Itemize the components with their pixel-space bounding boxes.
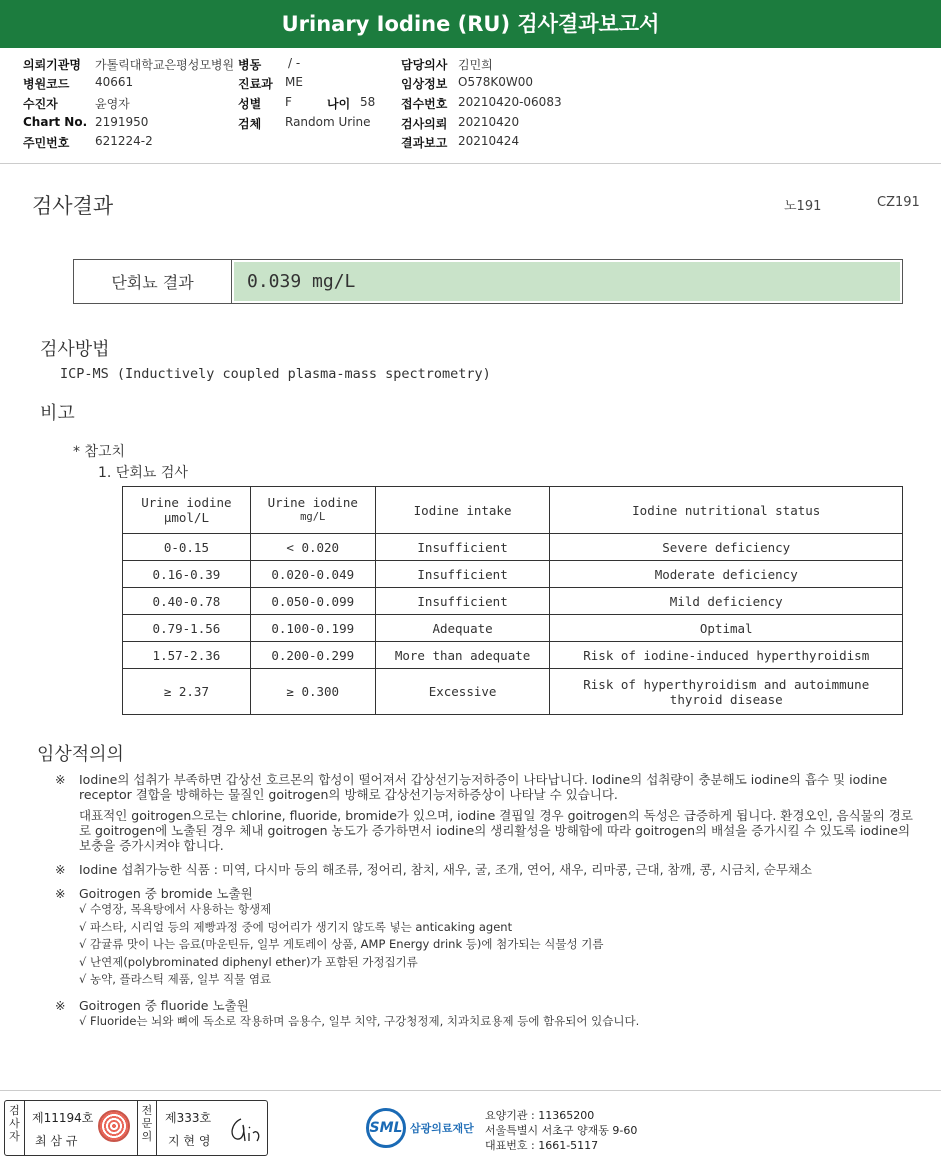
age-label: 나이 bbox=[327, 97, 351, 111]
clinical-info-label: 임상정보 bbox=[401, 77, 448, 91]
sml-logo bbox=[366, 1108, 474, 1148]
patient-label: 수진자 bbox=[23, 97, 58, 111]
remarks-heading: 비고 bbox=[40, 403, 75, 424]
note-iodine-foods: ※ Iodine 섭취가능한 식품 : 미역, 다시마 등의 해조류, 정어리, 참치, 새우, 굴, 조개, 연어, 새우, 리마콩, 근대, 참깨, 콩, 시금치, 순무채소 bbox=[55, 862, 813, 877]
table-cell: 0.40-0.78 bbox=[123, 588, 251, 615]
chart-no-label: Chart No. bbox=[23, 115, 88, 129]
table-cell: 0.79-1.56 bbox=[123, 615, 251, 642]
hospital-label: 의뢰기관명 bbox=[23, 58, 81, 72]
request-date-value: 20210420 bbox=[458, 115, 520, 129]
receipt-no-label: 접수번호 bbox=[401, 97, 448, 111]
logo-mark: SML bbox=[366, 1108, 406, 1148]
clinical-info-value: O578K0W00 bbox=[458, 75, 533, 89]
signature-icon bbox=[227, 1115, 263, 1145]
organization-info bbox=[485, 1108, 637, 1153]
patient-info bbox=[0, 54, 941, 164]
org-address: 서울특별시 서초구 양재동 9-60 bbox=[485, 1124, 638, 1137]
table-cell: 0.200-0.299 bbox=[250, 642, 375, 669]
result-value: 0.039 mg/L bbox=[234, 262, 900, 301]
table-header: Urine iodine mg/L bbox=[250, 487, 375, 534]
table-cell: Risk of iodine-induced hyperthyroidism bbox=[550, 642, 903, 669]
ward-label: 병동 bbox=[238, 58, 262, 72]
department-label: 진료과 bbox=[238, 77, 273, 91]
specialist-license: 제333호 bbox=[165, 1111, 212, 1125]
list-item: √ 농약, 플라스틱 제품, 일부 직물 염료 bbox=[79, 972, 272, 986]
table-cell: Optimal bbox=[550, 615, 903, 642]
hospital-code-value: 40661 bbox=[95, 75, 134, 89]
table-cell: Mild deficiency bbox=[550, 588, 903, 615]
examiner-name: 최 삼 규 bbox=[35, 1134, 78, 1148]
table-cell: 0.050-0.099 bbox=[250, 588, 375, 615]
list-item: √ 난연제(polybrominated diphenyl ether)가 포함된 가정집기류 bbox=[79, 954, 418, 969]
table-cell: Excessive bbox=[375, 669, 550, 715]
table-cell: More than adequate bbox=[375, 642, 550, 669]
signature-stamp bbox=[4, 1100, 268, 1156]
note-iodine-deficiency: ※ Iodine의 섭취가 부족하면 갑상선 호르몬의 합성이 떨어져서 갑상선기능저하증이 나타납니다. Iodine의 섭취량이 충분해도 iodine의 흡수 및 iodine receptor 결합을 방해하는 물질인 goitrogen의 방해로 갑상선기능저하증상이 나타날 수 있습니다. 대표적인 goitrogen으로는 chlorine, fluoride, bromide가 있으며, iodine 결핍일 경우 goitrogen의 독성은 급증하게 됩니다. 환경오인, 음식물의 경로로 goitrogen에 노출된 경우 체내 goitrogen 농도가 증가하면서 iodine의 생리활성을 방해함에 따라 goitrogen의 배설을 증가시킬 수 있도록 iodine의 보충을 증가시켜야 합니다. bbox=[55, 772, 913, 853]
age-value: 58 bbox=[360, 95, 376, 109]
clinical-heading: 임상적의의 bbox=[37, 744, 124, 765]
logo-name: 삼광의료재단 bbox=[410, 1122, 474, 1135]
examiner-label: 검사자 bbox=[5, 1101, 25, 1155]
table-row bbox=[123, 669, 903, 715]
table-cell: Insufficient bbox=[375, 534, 550, 561]
table-header: Iodine intake bbox=[375, 487, 550, 534]
sex-label: 성별 bbox=[238, 97, 262, 111]
table-cell: Insufficient bbox=[375, 561, 550, 588]
ward-value: / - bbox=[288, 56, 301, 70]
table-row bbox=[123, 561, 903, 588]
list-item: √ 파스타, 시리얼 등의 제빵과정 중에 덩어리가 생기지 않도록 넣는 anticaking agent bbox=[79, 919, 513, 934]
list-item: √ 감귤류 맛이 나는 음료(마운틴듀, 일부 게토레이 상품, AMP Energy drink 등)에 첨가되는 식물성 기름 bbox=[79, 937, 604, 951]
test-code: 노191 bbox=[784, 199, 822, 214]
report-date-value: 20210424 bbox=[458, 134, 520, 148]
table-row bbox=[123, 588, 903, 615]
method-text: ICP-MS (Inductively coupled plasma-mass spectrometry) bbox=[60, 366, 491, 382]
table-cell: Moderate deficiency bbox=[550, 561, 903, 588]
specialist-label: 전문의 bbox=[137, 1101, 157, 1155]
chart-no-value: 2191950 bbox=[95, 115, 149, 129]
hospital-value: 가톨릭대학교은평성모병원 bbox=[95, 58, 235, 72]
table-header-row bbox=[123, 487, 903, 534]
specialist-name: 지 현 영 bbox=[168, 1134, 211, 1148]
examiner-license: 제11194호 bbox=[32, 1111, 94, 1125]
reference-title: * 참고치 bbox=[73, 444, 126, 460]
sex-value: F bbox=[285, 95, 292, 109]
table-cell: Insufficient bbox=[375, 588, 550, 615]
list-item: √ 수영장, 목욕탕에서 사용하는 항생제 bbox=[79, 902, 272, 916]
method-heading: 검사방법 bbox=[40, 339, 110, 360]
table-row bbox=[123, 615, 903, 642]
patient-value: 윤영자 bbox=[95, 97, 130, 111]
table-cell: 0.100-0.199 bbox=[250, 615, 375, 642]
divider bbox=[0, 163, 941, 164]
table-cell: Risk of hyperthyroidism and autoimmune thyroid disease bbox=[550, 669, 903, 715]
footer-divider bbox=[0, 1090, 941, 1091]
hospital-code-label: 병원코드 bbox=[23, 77, 70, 91]
report-date-label: 결과보고 bbox=[401, 136, 448, 150]
table-row bbox=[123, 642, 903, 669]
table-cell: ≥ 0.300 bbox=[250, 669, 375, 715]
table-cell: ≥ 2.37 bbox=[123, 669, 251, 715]
reference-subtitle: 1. 단회뇨 검사 bbox=[98, 465, 188, 481]
physician-value: 김민희 bbox=[458, 58, 493, 72]
table-cell: Adequate bbox=[375, 615, 550, 642]
list-item: √ Fluoride는 뇌와 뼈에 독소로 작용하며 음용수, 일부 치약, 구강청정제, 치과치료용제 등에 함유되어 있습니다. bbox=[79, 1013, 640, 1028]
report-title: Urinary Iodine (RU) 검사결과보고서 bbox=[0, 0, 941, 48]
table-header: Iodine nutritional status bbox=[550, 487, 903, 534]
receipt-no-value: 20210420-06083 bbox=[458, 95, 562, 109]
table-header: Urine iodine μmol/L bbox=[123, 487, 251, 534]
table-cell: 0.020-0.049 bbox=[250, 561, 375, 588]
test-code-secondary: CZ191 bbox=[877, 195, 920, 210]
org-phone: 대표번호 : 1661-5117 bbox=[485, 1139, 599, 1152]
note-bromide-sources: ※ Goitrogen 중 bromide 노출원 √ 수영장, 목욕탕에서 사용하는 항생제 √ 파스타, 시리얼 등의 제빵과정 중에 덩어리가 생기지 않도록 넣는 anticaking agent √ 감귤류 맛이 나는 음료(마운틴듀, 일부 게토레이 상품, AMP Energy drink 등)에 첨가되는 식물성 기름 √ 난연제(polybrominated diphenyl ether)가 포함된 가정집기류 √ 농약, 플라스틱 제품, 일부 직물 염료 bbox=[55, 886, 915, 989]
specimen-value: Random Urine bbox=[285, 115, 371, 129]
specimen-label: 검체 bbox=[238, 117, 262, 131]
result-box bbox=[73, 259, 903, 304]
clinical-notes bbox=[55, 772, 915, 1039]
resident-no-label: 주민번호 bbox=[23, 136, 70, 150]
request-date-label: 검사의뢰 bbox=[401, 117, 448, 131]
table-cell: 0.16-0.39 bbox=[123, 561, 251, 588]
result-label: 단회뇨 결과 bbox=[74, 260, 232, 303]
physician-label: 담당의사 bbox=[401, 58, 448, 72]
department-value: ME bbox=[285, 75, 303, 89]
table-row bbox=[123, 534, 903, 561]
note-fluoride-sources: ※ Goitrogen 중 fluoride 노출원 √ Fluoride는 뇌와 뼈에 독소로 작용하며 음용수, 일부 치약, 구강청정제, 치과치료용제 등에 함유되어 있습니다. bbox=[55, 998, 915, 1031]
table-cell: Severe deficiency bbox=[550, 534, 903, 561]
table-cell: < 0.020 bbox=[250, 534, 375, 561]
reference-table bbox=[122, 486, 903, 715]
org-code: 요양기관 : 11365200 bbox=[485, 1109, 595, 1122]
results-heading: 검사결과 bbox=[32, 194, 114, 218]
table-cell: 1.57-2.36 bbox=[123, 642, 251, 669]
resident-no-value: 621224-2 bbox=[95, 134, 153, 148]
seal-icon bbox=[98, 1110, 130, 1142]
table-cell: 0-0.15 bbox=[123, 534, 251, 561]
